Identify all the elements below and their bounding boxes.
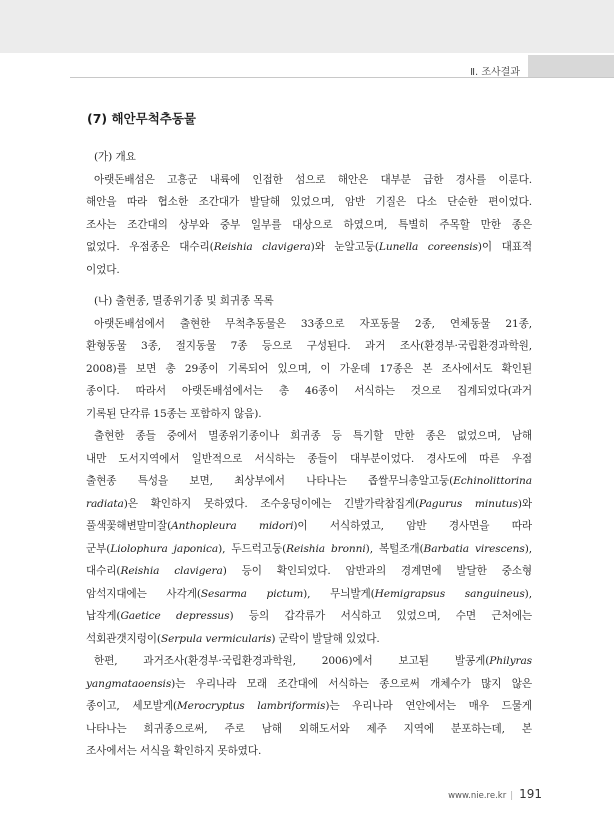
overview-heading: (가) 개요 xyxy=(94,151,136,163)
text-line: 나타나는 희귀종으로써, 주로 남해 외해도서와 제주 지역에 분포하는데, 본 xyxy=(86,722,532,735)
text-line: 종이다. 따라서 아랫돈배섬에서는 총 46종이 서식하는 것으로 집계되었다(과거 xyxy=(86,385,532,397)
text-line: 납작게(Gaetice depressus) 등의 갑각류가 서식하고 있었으며, 수면 근처에는 xyxy=(86,610,532,622)
text-line: 대수리(Reishia clavigera) 등이 확인되었다. 암반과의 경계면에 발달한 중소형 xyxy=(86,565,532,577)
text-line: 없었다. 우점종은 대수리(Reishia clavigera)와 눈알고둥(Lunella coreensis)이 대표적 xyxy=(86,241,532,253)
text-line: 석회관갯지렁이(Serpula vermicularis) 군락이 발달해 있었다. xyxy=(86,632,380,645)
text-line: 해안을 따라 협소한 조간대가 발달해 있었으며, 암반 기질은 다소 단순한 편이었다. xyxy=(86,196,532,208)
text-line: 2008)를 보면 총 29종이 기록되어 있으며, 이 가운데 17종은 본 조사에서도 확인된 xyxy=(86,362,532,375)
running-head: Ⅱ. 조사결과 xyxy=(470,67,520,78)
header-rule xyxy=(70,77,614,78)
text-line: 기록된 단각류 15종는 포함하지 않음). xyxy=(86,407,262,420)
species-heading: (나) 출현종, 멸종위기종 및 희귀종 목록 xyxy=(94,295,274,307)
text-line: 군부(Liolophura japonica), 두드럭고둥(Reishia bronni), 복털조개(Barbatia virescens), xyxy=(86,542,532,555)
text-line: 환형동물 3종, 절지동물 7종 등으로 구성된다. 과거 조사(환경부·국립환경과학원, xyxy=(86,340,532,352)
text-line: 풀색꽃해변말미잘(Anthopleura midori)이 서식하였고, 암반 경사면을 따라 xyxy=(86,520,532,532)
footer-url: www.nie.re.kr xyxy=(448,791,507,801)
section-title: (7) 해안무척추동물 xyxy=(87,111,197,126)
body-text xyxy=(86,146,532,763)
page-footer xyxy=(430,783,542,802)
text-line: 출현한 종들 중에서 멸종위기종이나 희귀종 등 특기할 만한 종은 없었으며, 남해 xyxy=(94,430,532,442)
text-line: radiata)은 확인하지 못하였다. 조수웅덩이에는 긴발가락참집게(Pagurus minutus)와 xyxy=(86,497,532,510)
top-bar xyxy=(0,0,614,53)
overview-paragraph xyxy=(86,169,532,282)
text-line: 한편, 과거조사(환경부·국립환경과학원, 2006)에서 보고된 발콩게(Philyras xyxy=(94,655,532,667)
species-paragraph-1 xyxy=(86,313,532,426)
text-line: 조사에서는 서식을 확인하지 못하였다. xyxy=(86,745,262,757)
text-line: 아랫돈배섬은 고흥군 내륙에 인접한 섬으로 해안은 대부분 급한 경사를 이룬다. xyxy=(94,173,532,186)
text-line: 종이고, 세모발게(Merocryptus lambriformis)는 우리나라 연안에서는 매우 드물게 xyxy=(86,700,532,712)
text-line: 출현종 특성을 보면, 최상부에서 나타나는 좁쌀무늬총알고둥(Echinolittorina xyxy=(86,475,532,487)
text-line: 조사는 조간대의 상부와 중부 일부를 대상으로 하였으며, 특별히 주목할 만한 종은 xyxy=(86,218,532,231)
page-number: 191 xyxy=(519,787,542,801)
text-line: 암석지대에는 사각게(Sesarma pictum), 무늬발게(Hemigrapsus sanguineus), xyxy=(86,587,532,600)
footer-separator: | xyxy=(510,791,514,801)
text-line: yangmataoensis)는 우리나라 모래 조간대에 서식하는 종으로써 개체수가 많지 않은 xyxy=(86,677,532,690)
text-line: 내만 도서지역에서 일반적으로 서식하는 종들이 대부분이었다. 경사도에 따른 우점 xyxy=(86,452,532,465)
text-line: 아랫돈배섬에서 출현한 무척추동물은 33종으로 자포동물 2종, 연체동물 21종, xyxy=(94,317,532,330)
species-paragraph-3 xyxy=(86,650,532,763)
header-tab xyxy=(528,55,614,77)
species-paragraph-2 xyxy=(86,425,532,650)
text-line: 이었다. xyxy=(86,263,120,276)
